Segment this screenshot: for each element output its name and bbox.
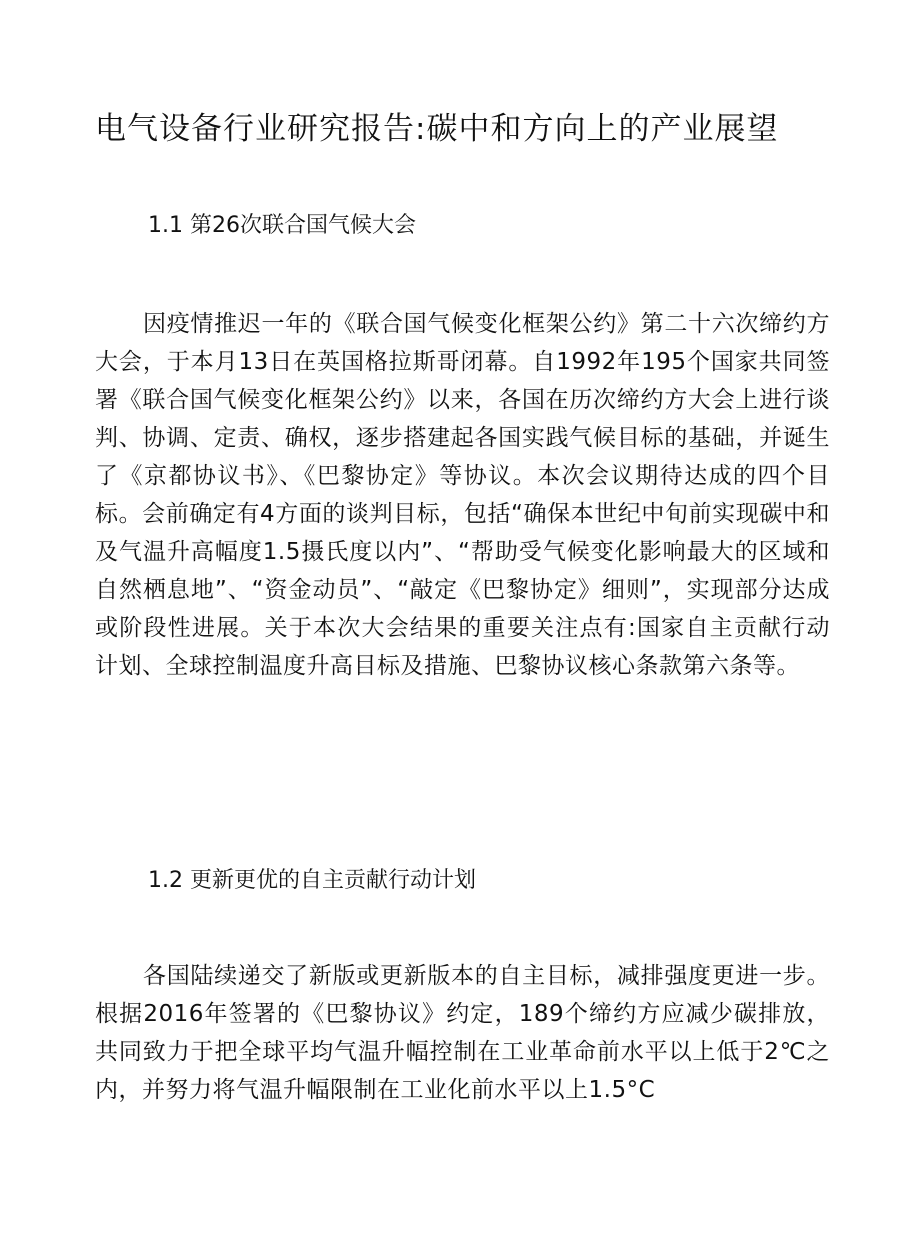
document-title: 电气设备行业研究报告:碳中和方向上的产业展望	[95, 111, 779, 147]
section-heading-1-2: 1.2 更新更优的自主贡献行动计划	[148, 868, 476, 893]
section-1-2-paragraph: 各国陆续递交了新版或更新版本的自主目标，减排强度更进一步。根据2016年签署的《巴黎协议》约定，189个缔约方应减少碳排放，共同致力于把全球平均气温升幅控制在工业革命前水平以上低于2℃之内，并努力将气温升幅限制在工业化前水平以上1.5°C	[95, 963, 830, 1103]
section-1-1-paragraph: 因疫情推迟一年的《联合国气候变化框架公约》第二十六次缔约方大会，于本月13日在英国格拉斯哥闭幕。自1992年195个国家共同签署《联合国气候变化框架公约》以来，各国在历次缔约方大会上进行谈判、协调、定责、确权，逐步搭建起各国实践气候目标的基础，并诞生了《京都协议书》、《巴黎协定》等协议。本次会议期待达成的四个目标。会前确定有4方面的谈判目标，包括“确保本世纪中旬前实现碳中和及气温升高幅度1.5摄氏度以内”、“帮助受气候变化影响最大的区域和自然栖息地”、“资金动员”、“敲定《巴黎协定》细则”，实现部分达成或阶段性进展。关于本次大会结果的重要关注点有:国家自主贡献行动计划、全球控制温度升高目标及措施、巴黎协议核心条款第六条等。	[95, 311, 830, 679]
section-heading-1-1: 1.1 第26次联合国气候大会	[148, 213, 416, 238]
